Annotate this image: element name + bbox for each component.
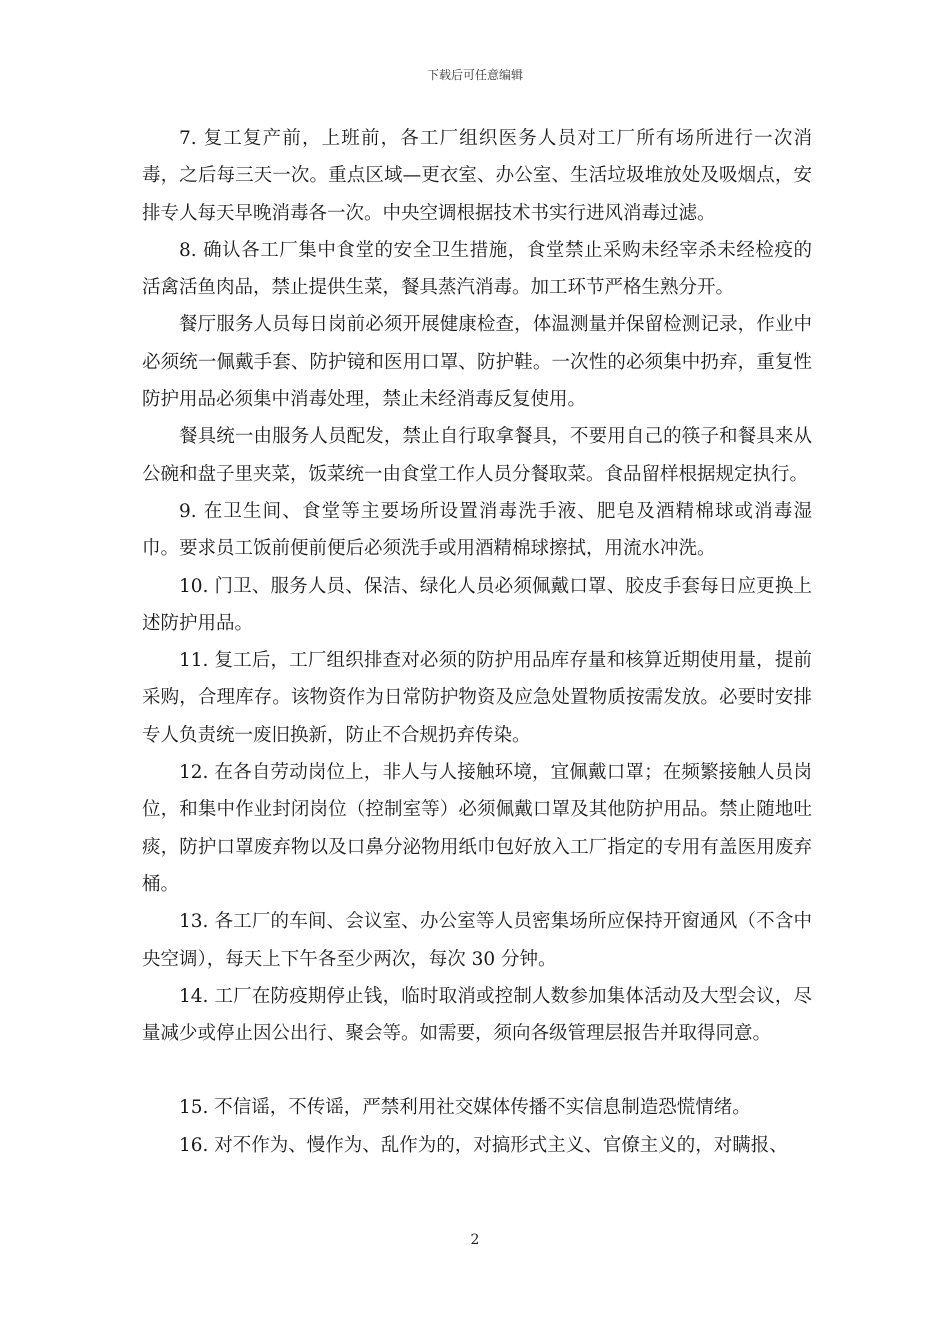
paragraph-14: 14. 工厂在防疫期停止钱，临时取消或控制人数参加集体活动及大型会议，尽量减少或停止因公出行、聚会等。如需要，须向各级管理层报告并取得同意。	[142, 985, 812, 1045]
paragraph-tableware: 餐具统一由服务人员配发，禁止自行取拿餐具，不要用自己的筷子和餐具来从公碗和盘子里夹菜，饭菜统一由食堂工作人员分餐取菜。食品留样根据规定执行。	[142, 426, 812, 485]
paragraph-11: 11. 复工后，工厂组织排查对必须的防护用品库存量和核算近期使用量，提前采购，合理库存。该物资作为日常防护物资及应急处置物质按需发放。必要时安排专人负责统一废旧换新，防止不合规扔弃传染。	[142, 650, 812, 746]
paragraph-canteen-staff: 餐厅服务人员每日岗前必须开展健康检查，体温测量并保留检测记录，作业中必须统一佩戴手套、防护镜和医用口罩、防护鞋。一次性的必须集中扔弃，重复性防护用品必须集中消毒处理，禁止未经消毒反复使用。	[142, 314, 812, 411]
document-body	[142, 120, 812, 1164]
paragraph-12: 12. 在各自劳动岗位上，非人与人接触环境，宜佩戴口罩；在频繁接触人员岗位，和集中作业封闭岗位（控制室等）必须佩戴口罩及其他防护用品。禁止随地吐痰，防护口罩废弃物以及口鼻分泌物用纸巾包好放入工厂指定的专用有盖医用废弃桶。	[142, 762, 812, 895]
blank-line	[142, 1052, 812, 1089]
paragraph-13: 13. 各工厂的车间、会议室、办公室等人员密集场所应保持开窗通风（不含中央空调），每天上下午各至少两次，每次 30 分钟。	[142, 911, 812, 970]
paragraph-8: 8. 确认各工厂集中食堂的安全卫生措施，食堂禁止采购未经宰杀未经检疫的活禽活鱼肉品，禁止提供生菜，餐具蒸汽消毒。加工环节严格生熟分开。	[142, 239, 812, 299]
page-header: 下载后可任意编辑	[426, 68, 523, 82]
paragraph-16: 16. 对不作为、慢作为、乱作为的，对搞形式主义、官僚主义的，对瞒报、	[179, 1134, 788, 1156]
paragraph-7: 7. 复工复产前，上班前，各工厂组织医务人员对工厂所有场所进行一次消毒，之后每三天一次。重点区域—更衣室、办公室、生活垃圾堆放处及吸烟点，安排专人每天早晚消毒各一次。中央空调根据技术书实行进风消毒过滤。	[142, 128, 812, 224]
page-number: 2	[470, 1232, 480, 1248]
paragraph-10: 10. 门卫、服务人员、保洁、绿化人员必须佩戴口罩、胶皮手套每日应更换上述防护用品。	[142, 575, 812, 634]
paragraph-9: 9. 在卫生间、食堂等主要场所设置消毒洗手液、肥皂及酒精棉球或消毒湿巾。要求员工饭前便前便后必须洗手或用酒精棉球擦拭，用流水冲洗。	[142, 500, 812, 560]
paragraph-15: 15. 不信谣，不传谣，严禁利用社交媒体传播不实信息制造恐慌情绪。	[179, 1097, 751, 1119]
